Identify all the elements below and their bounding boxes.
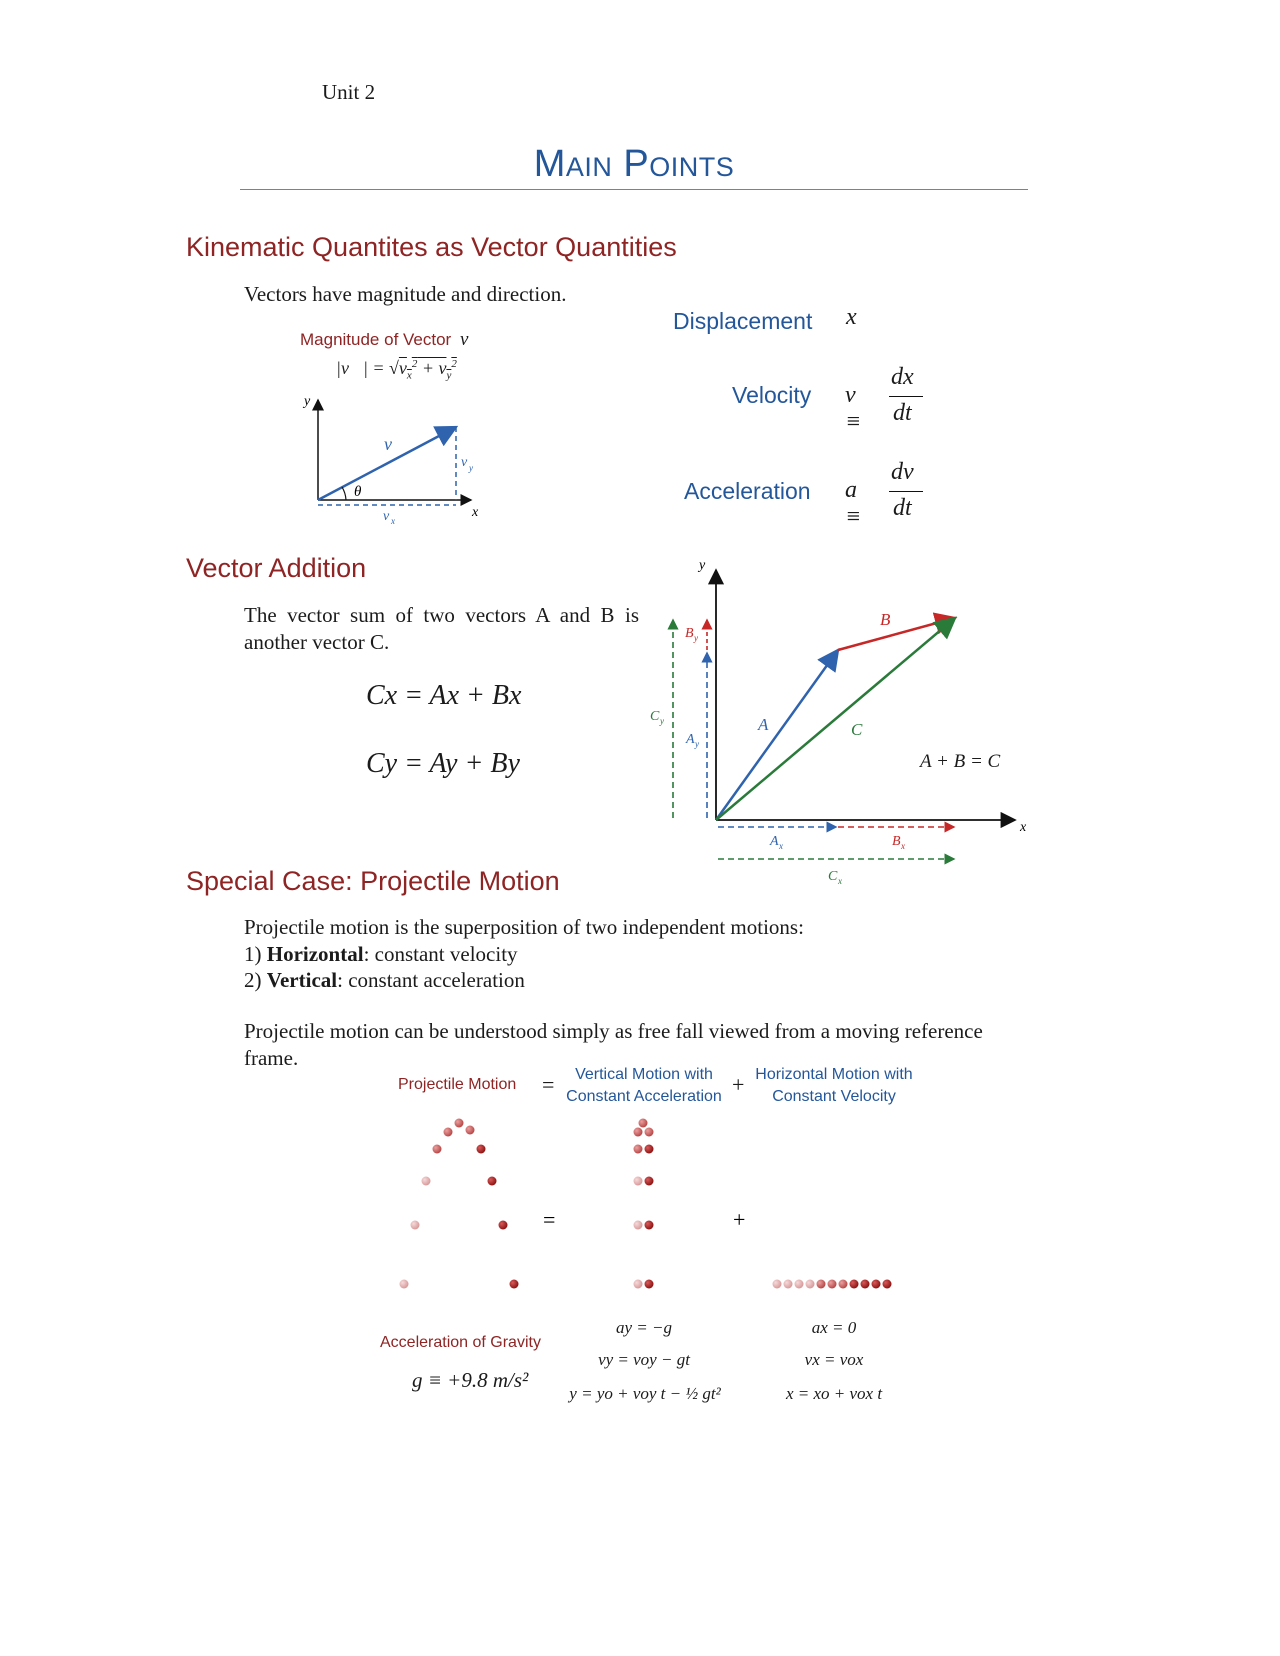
svg-text:x: x	[391, 516, 395, 526]
Cx-label: C	[828, 869, 838, 884]
addition-eq-y: Cy = Ay + By	[366, 748, 520, 779]
title-rule	[240, 189, 1028, 190]
addition-eq-x: Cx = Ax + Bx	[366, 680, 522, 711]
svg-text:y: y	[660, 716, 664, 726]
addition-text: The vector sum of two vectors A and B is another vector C.	[244, 603, 639, 654]
op-plus-mid: +	[733, 1207, 746, 1232]
horizontal-eq-3: x = xo + vox t	[785, 1384, 883, 1403]
vertical-eq-3: y = yo + voy t − ½ gt²	[569, 1384, 721, 1403]
vertical-eq-2: vy = voy − gt	[598, 1350, 690, 1369]
page-title: Main Points	[533, 143, 735, 185]
y-axis-label: y	[304, 394, 311, 409]
col-vertical-label: Vertical Motion with Constant Acceleration	[566, 1066, 722, 1105]
quantity-velocity-label: Velocity	[732, 382, 812, 408]
magnitude-formula: |v⃗| = $√v_x^2 + v_y^2$	[336, 358, 457, 382]
quantity-acceleration-label: Acceleration	[684, 478, 811, 504]
Bx-label: B	[892, 834, 901, 849]
vy-label: v	[461, 455, 468, 470]
vector-C	[716, 618, 955, 820]
projectile-item-1: 1) Horizontal: constant velocity	[244, 942, 518, 966]
svg-text:x: x	[779, 841, 783, 851]
horizontal-motion-balls	[773, 1280, 892, 1289]
horizontal-eq-1: ax = 0	[811, 1318, 857, 1337]
col-projectile-label: Projectile Motion	[398, 1076, 517, 1093]
theta-label: θ	[354, 484, 362, 500]
op-equals-mid: =	[543, 1207, 556, 1232]
free-fall-text: Projectile motion can be understood simply as free fall viewed from a moving reference frame.	[244, 1019, 983, 1070]
gravity-formula: g ≡ +9.8 m/s²	[412, 1368, 529, 1392]
projectile-arc	[400, 1119, 519, 1289]
vector-addition-diagram	[640, 555, 1040, 900]
svg-text:y: y	[695, 739, 699, 749]
Ax-label: A	[770, 834, 779, 849]
projectile-intro: Projectile motion is the superposition of two independent motions:	[244, 915, 804, 939]
vector-C-label: C⃗	[851, 720, 876, 739]
col-horizontal-label: Horizontal Motion with Constant Velocity	[755, 1066, 913, 1105]
theta-arc	[342, 487, 346, 500]
heading-vector-addition: Vector Addition	[186, 553, 367, 583]
svg-text:y: y	[694, 633, 698, 643]
v-label: v⃗	[384, 434, 406, 454]
svg-text:x: x	[901, 841, 905, 851]
vertical-motion-balls	[634, 1119, 654, 1289]
By-label: B	[685, 626, 694, 641]
projectile-balls-diagram	[380, 1110, 920, 1310]
axis-y-label: y	[699, 558, 706, 573]
vertical-eq-1: ay = −g	[616, 1318, 672, 1337]
gravity-label: Acceleration of Gravity	[380, 1334, 541, 1351]
horizontal-eq-2: vx = vox	[804, 1350, 864, 1369]
op-plus-top: +	[732, 1072, 745, 1097]
vector-A-label: A⃗	[758, 715, 782, 734]
quantity-displacement-label: Displacement	[673, 308, 813, 334]
op-equals-top: =	[542, 1072, 555, 1097]
axis-x-label: x	[1020, 820, 1027, 835]
kinematic-intro: Vectors have magnitude and direction.	[244, 282, 567, 306]
vector-B-label: B⃗	[880, 610, 904, 629]
sum-label: A + B = C	[920, 751, 1001, 772]
vector-A	[716, 650, 838, 820]
vx-label: v	[383, 509, 390, 524]
quantity-displacement-symbol: x⃗	[846, 304, 876, 330]
heading-projectile: Special Case: Projectile Motion	[186, 866, 560, 896]
Cy-label: C	[650, 709, 660, 724]
svg-text:y: y	[469, 463, 473, 473]
projectile-item-2: 2) Vertical: constant acceleration	[244, 968, 525, 992]
magnitude-label: Magnitude of Vector v⃗	[300, 329, 484, 350]
vector-components-diagram	[296, 392, 496, 532]
svg-text:x: x	[838, 876, 842, 886]
heading-kinematic: Kinematic Quantites as Vector Quantities	[186, 232, 677, 262]
unit-label: Unit 2	[322, 80, 376, 104]
x-axis-label: x	[472, 505, 479, 520]
Ay-label: A	[686, 732, 695, 747]
